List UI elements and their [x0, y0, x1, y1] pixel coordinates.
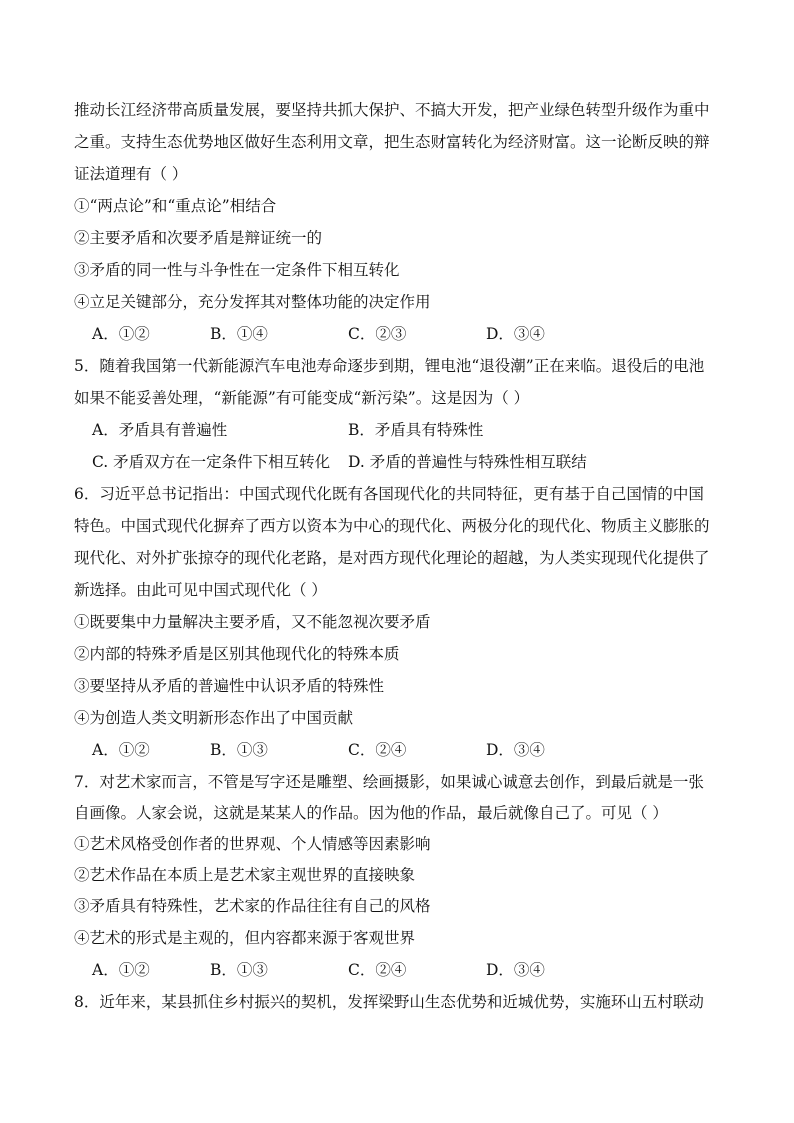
question-4-option-d: D．③④: [486, 325, 545, 343]
question-5-option-b: B．矛盾具有特殊性: [348, 421, 484, 439]
question-6-option-a: A．①②: [92, 741, 150, 759]
question-5-option-d: D. 矛盾的普遍性与特殊性相互联结: [348, 453, 587, 471]
question-4-option-a: A．①②: [92, 325, 150, 343]
question-7-statement-4: ④艺术的形式是主观的，但内容都来源于客观世界: [74, 929, 416, 947]
question-5-stem-line: 如果不能妥善处理，“新能源”有可能变成“新污染”。这是因为（ ）: [74, 389, 530, 407]
question-5-option-c: C. 矛盾双方在一定条件下相互转化: [92, 453, 331, 471]
question-7-statement-1: ①艺术风格受创作者的世界观、个人情感等因素影响: [74, 835, 431, 853]
question-8-stem-line: 8．近年来，某县抓住乡村振兴的契机，发挥梁野山生态优势和近城优势，实施环山五村联动: [74, 993, 704, 1011]
question-5-option-a: A．矛盾具有普遍性: [92, 421, 228, 439]
question-6-stem-line: 特色。中国式现代化摒弃了西方以资本为中心的现代化、两极分化的现代化、物质主义膨胀的: [74, 517, 710, 535]
question-7-option-c: C．②④: [348, 961, 407, 979]
question-7-stem-line: 7．对艺术家而言，不管是写字还是雕塑、绘画摄影，如果诚心诚意去创作，到最后就是一张: [74, 773, 704, 791]
question-4-statement-3: ③矛盾的同一性与斗争性在一定条件下相互转化: [74, 261, 400, 279]
question-4-stem-line: 证法道理有（ ）: [74, 165, 188, 183]
question-7-option-a: A．①②: [92, 961, 150, 979]
question-6-option-c: C．②④: [348, 741, 407, 759]
question-4-option-c: C．②③: [348, 325, 407, 343]
question-6-stem-line: 新选择。由此可见中国式现代化（ ）: [74, 581, 327, 599]
question-4-statement-4: ④立足关键部分，充分发挥其对整体功能的决定作用: [74, 293, 431, 311]
question-4-stem-line: 推动长江经济带高质量发展，要坚持共抓大保护、不搞大开发，把产业绿色转型升级作为重中: [74, 101, 710, 119]
question-7-statement-2: ②艺术作品在本质上是艺术家主观世界的直接映象: [74, 866, 416, 884]
question-6-stem-line: 现代化、对外扩张掠夺的现代化老路，是对西方现代化理论的超越，为人类实现现代化提供了: [74, 549, 710, 567]
question-6-statement-4: ④为创造人类文明新形态作出了中国贡献: [74, 709, 354, 727]
question-7-stem-line: 自画像。人家会说，这就是某某人的作品。因为他的作品，最后就像自己了。可见（ ）: [74, 804, 668, 822]
question-6-option-d: D．③④: [486, 741, 545, 759]
question-4-statement-2: ②主要矛盾和次要矛盾是辩证统一的: [74, 229, 323, 247]
question-6-statement-3: ③要坚持从矛盾的普遍性中认识矛盾的特殊性: [74, 677, 385, 695]
question-6-statement-2: ②内部的特殊矛盾是区别其他现代化的特殊本质: [74, 645, 400, 663]
question-7-statement-3: ③矛盾具有特殊性，艺术家的作品往往有自己的风格: [74, 897, 431, 915]
question-7-option-b: B．①③: [210, 961, 268, 979]
question-4-option-b: B．①④: [210, 325, 268, 343]
question-4-stem-line: 之重。支持生态优势地区做好生态利用文章，把生态财富转化为经济财富。这一论断反映的辩: [74, 133, 710, 151]
question-5-stem-line: 5．随着我国第一代新能源汽车电池寿命逐步到期，锂电池“退役潮”正在来临。退役后的电池: [74, 357, 705, 375]
question-6-statement-1: ①既要集中力量解决主要矛盾，又不能忽视次要矛盾: [74, 613, 431, 631]
question-6-stem-line: 6．习近平总书记指出：中国式现代化既有各国现代化的共同特征，更有基于自己国情的中国: [74, 485, 704, 503]
question-7-option-d: D．③④: [486, 961, 545, 979]
question-6-option-b: B．①③: [210, 741, 268, 759]
question-4-statement-1: ①“两点论”和“重点论”相结合: [74, 197, 277, 215]
